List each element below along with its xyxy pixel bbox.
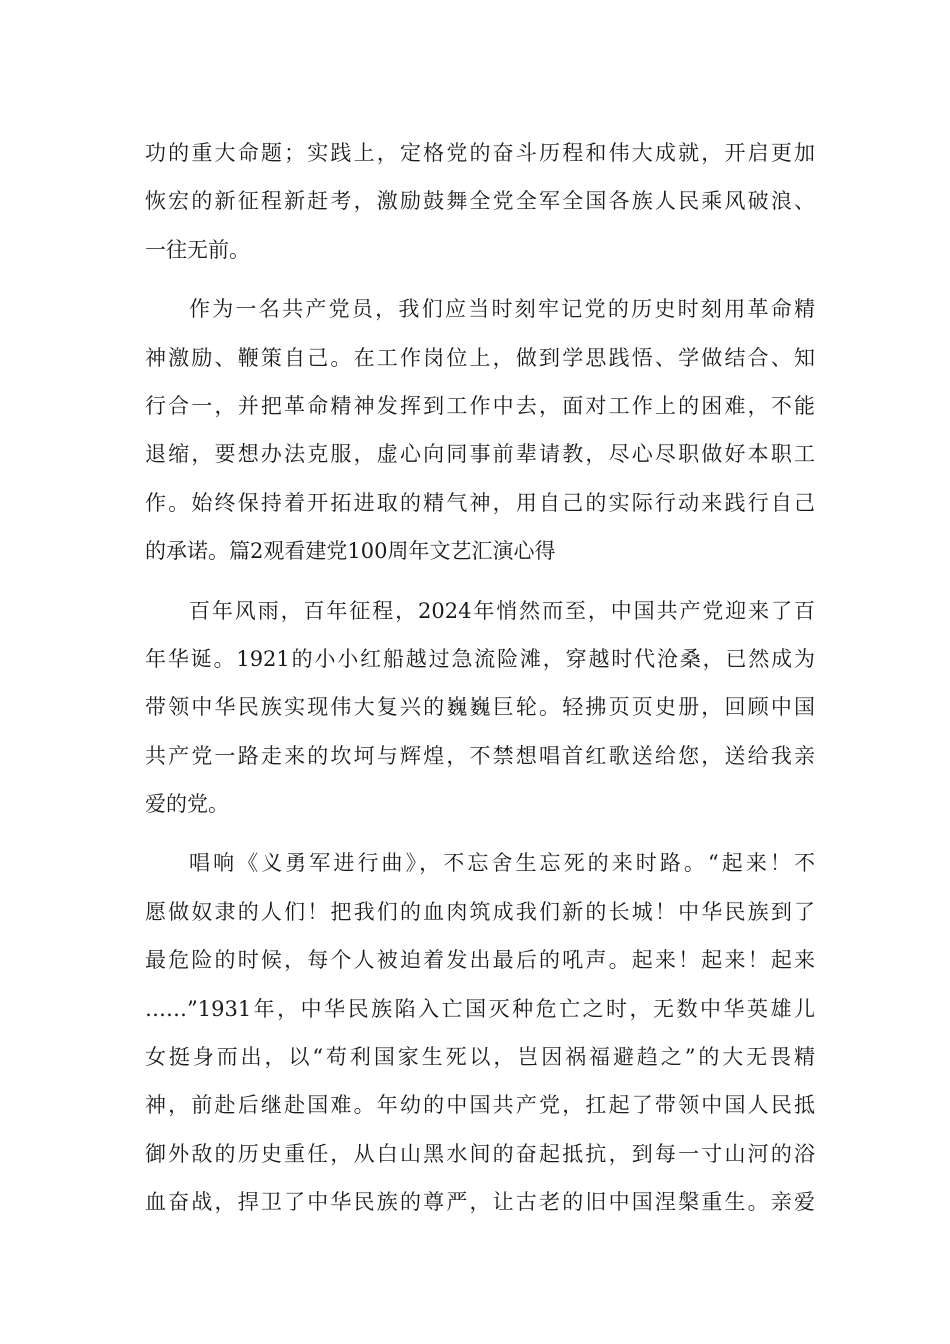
text-line: 爱的党。 xyxy=(145,792,229,817)
paragraph xyxy=(145,285,815,575)
text-line: 女挺身而出，以“苟利国家生死以，岂因祸福避趋之”的大无畏精 xyxy=(145,1045,815,1070)
text-line: 行合一，并把革命精神发挥到工作中去，面对工作上的困难，不能 xyxy=(145,393,815,418)
document-body xyxy=(145,129,815,1227)
text-line: 作为一名共产党员，我们应当时刻牢记党的历史时刻用革命精 xyxy=(189,297,815,322)
text-line: 年华诞。1921的小小红船越过急流险滩，穿越时代沧桑，已然成为 xyxy=(145,646,815,671)
text-line: 恢宏的新征程新赶考，激励鼓舞全党全军全国各族人民乘风破浪、 xyxy=(145,189,815,214)
text-line: 带领中华民族实现伟大复兴的巍巍巨轮。轻拂页页史册，回顾中国 xyxy=(145,695,815,720)
text-line: 的承诺。篇2观看建党100周年文艺汇演心得 xyxy=(145,539,556,564)
text-line: 神，前赴后继赴国难。年幼的中国共产党，扛起了带领中国人民抵 xyxy=(145,1093,815,1118)
text-line: 作。始终保持着开拓进取的精气神，用自己的实际行动来践行自己 xyxy=(145,490,815,515)
text-line: 退缩，要想办法克服，虚心向同事前辈请教，尽心尽职做好本职工 xyxy=(145,442,815,467)
paragraph xyxy=(145,839,815,1226)
text-line: 最危险的时候，每个人被迫着发出最后的吼声。起来！起来！起来 xyxy=(145,948,815,973)
text-line: 百年风雨，百年征程，2024年悄然而至，中国共产党迎来了百 xyxy=(189,598,815,623)
text-line: 御外敌的历史重任，从白山黑水间的奋起抵抗，到每一寸山河的浴 xyxy=(145,1141,815,1166)
text-line: 一往无前。 xyxy=(145,237,250,262)
text-line: 功的重大命题；实践上，定格党的奋斗历程和伟大成就，开启更加 xyxy=(145,141,815,165)
paragraph xyxy=(145,129,815,274)
text-line: 愿做奴隶的人们！把我们的血肉筑成我们新的长城！中华民族到了 xyxy=(145,899,815,924)
text-line: 神激励、鞭策自己。在工作岗位上，做到学思践悟、学做结合、知 xyxy=(145,345,815,370)
text-line: 唱响《义勇军进行曲》，不忘舍生忘死的来时路。“起来！不 xyxy=(189,851,815,876)
text-line: ……”1931年，中华民族陷入亡国灭种危亡之时，无数中华英雄儿 xyxy=(145,996,815,1021)
text-line: 共产党一路走来的坎坷与辉煌，不禁想唱首红歌送给您，送给我亲 xyxy=(145,743,815,768)
text-line: 血奋战，捍卫了中华民族的尊严，让古老的旧中国涅槃重生。亲爱 xyxy=(145,1190,815,1215)
paragraph xyxy=(145,587,815,829)
